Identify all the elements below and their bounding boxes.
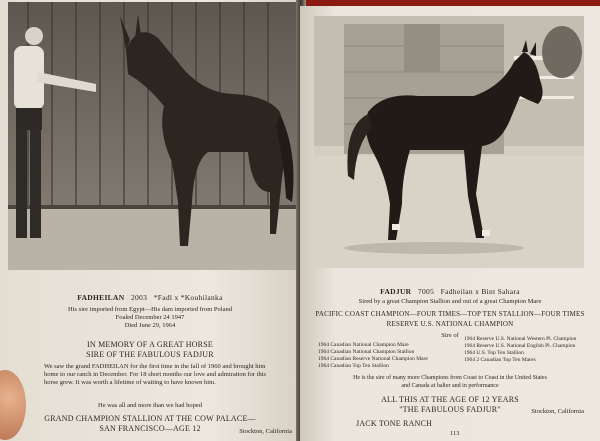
died-line: Died June 29, 1964 (124, 322, 176, 329)
fadheilan-photo (8, 2, 296, 270)
right-caption (300, 287, 600, 296)
sire-line: Sired by a great Champion Stallion and out of a great Champion Mare (358, 298, 542, 305)
memorial-line-2: SIRE OF THE FABULOUS FADJUR (86, 350, 214, 359)
caption-name: FADJUR (380, 287, 412, 296)
age-line-2: "THE FABULOUS FADJUR" (399, 405, 501, 414)
foaled-line: Foaled December 24 1947 (115, 314, 185, 321)
list-item: 1964 Canadian Reserve National Champion Mare (318, 356, 428, 362)
title-line-2: SAN FRANCISCO—AGE 12 (99, 424, 201, 433)
list-item: 1964 U.S. Top Ten Stallion (464, 350, 524, 356)
caption-pedigree: Fadheilan x Bint Sahara (440, 287, 520, 296)
right-column (464, 336, 576, 364)
list-item: 1964 Reserve U.S. National Western Pl. Champion (464, 336, 577, 342)
left-column (318, 342, 428, 370)
story-paragraph: We saw the grand FADHEILAN for the first time in the fall of 1960 and brought him home to our ranch in December. For 18 short months our love and admiration for this horse grew. It was worth a lifetime of waiting to have known him. (44, 363, 267, 386)
page-number: 113 (450, 430, 460, 437)
left-caption (0, 293, 300, 302)
list-item: 1964 Canadian Top Ten Stallion (318, 363, 389, 369)
caption-number: 7005 (417, 287, 435, 296)
caption-number: 2003 (130, 293, 148, 302)
closing-line: He was all and more than we had hoped (98, 402, 202, 409)
right-location: Stockton, California (531, 408, 584, 415)
champions-line-2: and Canada at halter and in performance (401, 383, 499, 389)
list-item: 1964 2 Canadian Top Ten Mares (464, 357, 536, 363)
left-location: Stockton, California (239, 428, 292, 435)
reserve-line: RESERVE U.S. NATIONAL CHAMPION (386, 320, 514, 328)
title-line-1: GRAND CHAMPION STALLION AT THE COW PALACE— (44, 414, 256, 423)
list-item: 1964 Reserve U.S. National English Pl. Champion (464, 343, 576, 349)
memorial-line-1: IN MEMORY OF A GREAT HORSE (87, 340, 213, 349)
champions-line-1: He is the sire of many more Champions from Coast to Coast in the United States (353, 375, 547, 381)
ranch-name: JACK TONE RANCH (356, 419, 433, 428)
fadjur-photo (314, 16, 584, 268)
caption-pedigree: *Fadl x *Kouhilanka (153, 293, 223, 302)
right-page (300, 6, 600, 441)
import-line: His sire imported from Egypt—His dam imported from Poland (68, 306, 232, 313)
list-item: 1964 Canadian National Champion Stallion (318, 349, 415, 355)
list-item: 1964 Canadian National Champion Mare (318, 342, 409, 348)
pcc-line: PACIFIC COAST CHAMPION—FOUR TIMES—TOP TEN STALLION—FOUR TIMES (315, 310, 585, 318)
age-line-1: ALL THIS AT THE AGE OF 12 YEARS (381, 395, 519, 404)
sire-of-label: Sire of (441, 332, 459, 339)
caption-name: FADHEILAN (77, 293, 125, 302)
